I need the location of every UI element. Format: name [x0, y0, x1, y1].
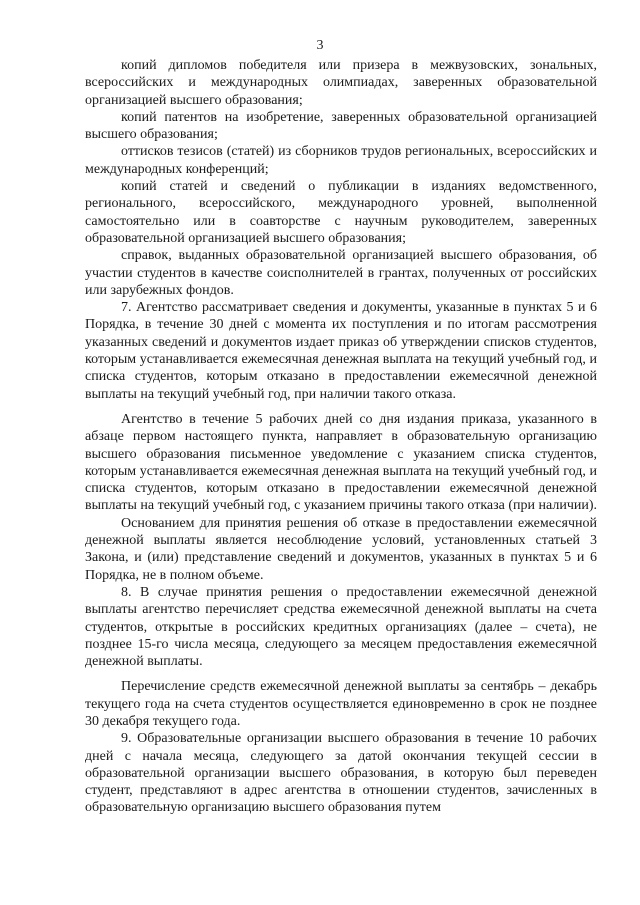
- paragraph-articles: копий статей и сведений о публикации в изданиях ведомственного, регионального, всероссийского, международного уровней, выполненной самостоятельно или в соавторстве с научным руководителем, заверенных образовательной организацией высшего образования;: [85, 179, 597, 246]
- paragraph-notification: Агентство в течение 5 рабочих дней со дня издания приказа, указанного в абзаце первом настоящего пункта, направляет в образовательную организацию высшего образования письменное уведомление с указанием списка студентов, которым устанавливается ежемесячная денежная выплата на текущий учебный год, и списка студентов, которым отказано в предоставлении ежемесячной денежной выплаты на текущий учебный год, с указанием причины такого отказа (при наличии).: [85, 411, 598, 514]
- page-number: 3: [316, 38, 324, 53]
- paragraph-patents: копий патентов на изобретение, заверенных образовательной организацией высшего образования;: [85, 109, 597, 143]
- paragraph-item-7: 7. Агентство рассматривает сведения и документы, указанные в пунктах 5 и 6 Порядка, в течение 30 дней с момента их поступления и по итогам рассмотрения указанных сведений и документов издает приказ об утверждении списков студентов, которым устанавливается ежемесячная денежная выплата на текущий учебный год, и списка студентов, которым отказано в предоставлении ежемесячной денежной выплаты на текущий учебный год, при наличии такого отказа.: [85, 300, 597, 402]
- paragraph-diplomas: копий дипломов победителя или призера в межвузовских, зональных, всероссийских и международных олимпиадах, заверенных образовательной организацией высшего образования;: [85, 58, 597, 108]
- paragraph-refusal-grounds: Основанием для принятия решения об отказе в предоставлении ежемесячной денежной выплаты является несоблюдение условий, установленных статьей 3 Закона, и (или) представление сведений и документов, указанных в пунктах 5 и 6 Порядка, не в полном объеме.: [85, 515, 597, 583]
- paragraph-item-8: 8. В случае принятия решения о предоставлении ежемесячной денежной выплаты агентство перечисляет средства ежемесячной денежной выплаты на счета студентов, открытые в российских кредитных организациях (далее – счета), не позднее 15-го числа месяца, следующего за месяцем предоставления ежемесячной денежной выплаты.: [85, 584, 597, 670]
- paragraph-item-9: 9. Образовательные организации высшего образования в течение 10 рабочих дней с начала месяца, следующего за датой окончания текущей сессии в образовательной организации высшего образования, в которую был переведен студент, представляют в адрес агентства в отношении студентов, зачисленных в образовательную организацию высшего образования путем: [85, 731, 597, 816]
- paragraph-theses: оттисков тезисов (статей) из сборников трудов региональных, всероссийских и международных конференций;: [85, 144, 597, 177]
- document-body: [85, 57, 597, 817]
- paragraph-transfer: Перечисление средств ежемесячной денежной выплаты за сентябрь – декабрь текущего года на счета студентов осуществляется единовременно в срок не позднее 30 декабря текущего года.: [85, 679, 597, 729]
- paragraph-grants: справок, выданных образовательной организацией высшего образования, об участии студентов в качестве соисполнителей в грантах, полученных от российских или зарубежных фондов.: [85, 248, 597, 298]
